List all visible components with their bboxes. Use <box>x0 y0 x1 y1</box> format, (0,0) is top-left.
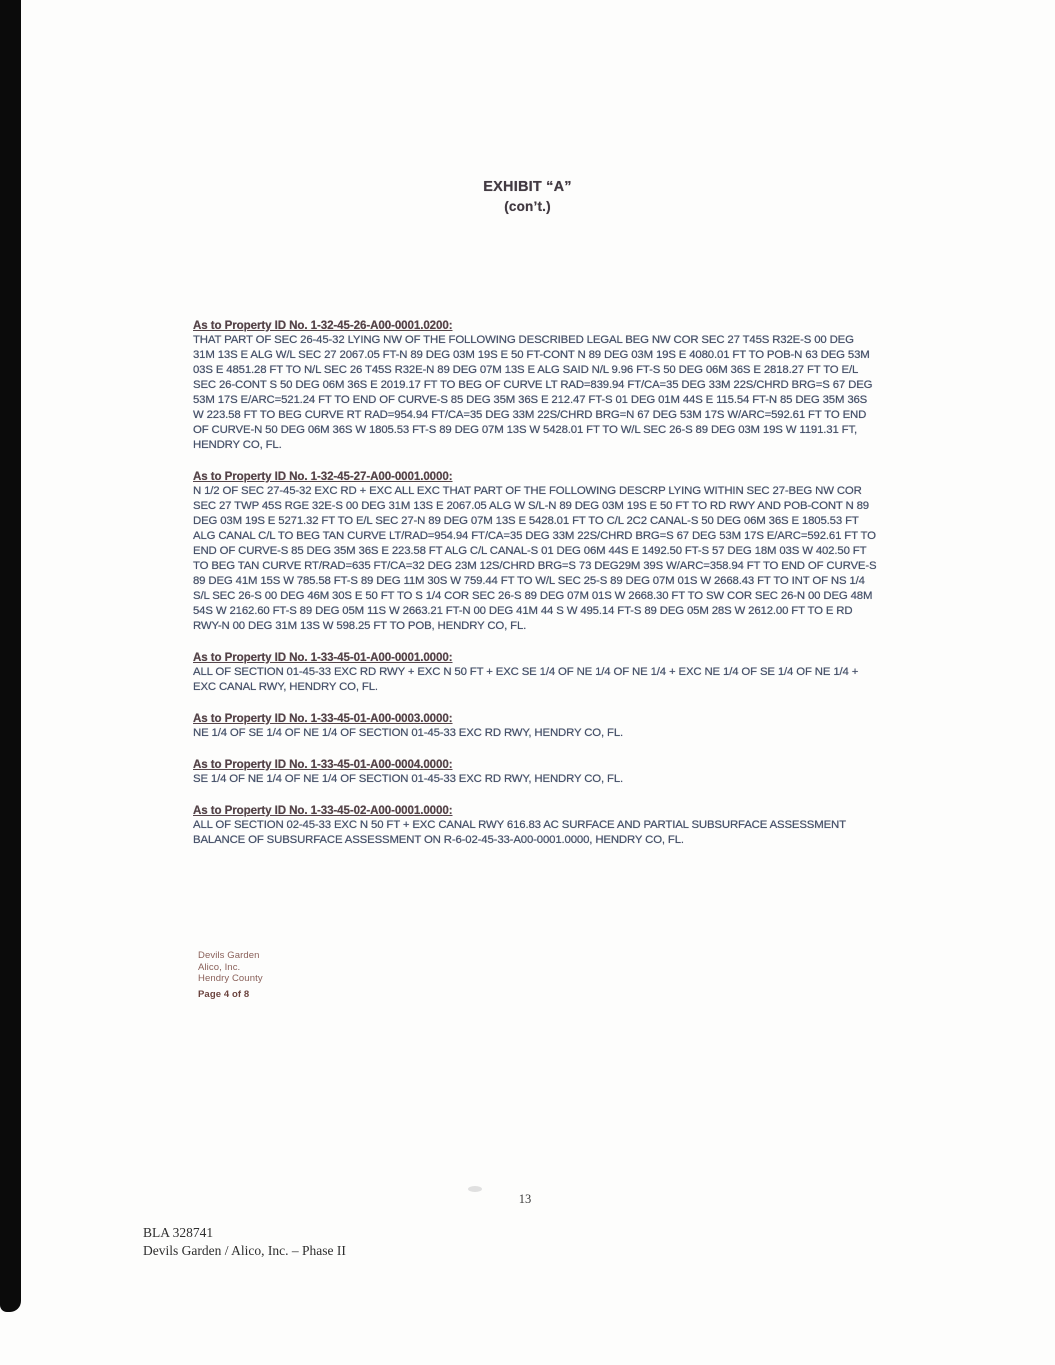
scan-smudge-artifact <box>468 1186 482 1192</box>
property-section <box>193 757 877 787</box>
identification-stamp <box>198 950 263 1000</box>
property-section <box>193 469 877 634</box>
stamp-line: Hendry County <box>198 973 263 984</box>
exhibit-title-line2: (con’t.) <box>504 199 551 214</box>
legal-descriptions <box>193 318 877 864</box>
property-section <box>193 318 877 453</box>
footer-bla-number: BLA 328741 <box>143 1225 214 1240</box>
legal-description: ALL OF SECTION 01-45-33 EXC RD RWY + EXC N 50 FT + EXC SE 1/4 OF NE 1/4 OF NE 1/4 + EXC NE 1/4 OF SE 1/4 OF NE 1/4 + EXC CANAL RWY, HENDRY CO, FL. <box>193 666 859 693</box>
legal-description: SE 1/4 OF NE 1/4 OF NE 1/4 OF SECTION 01-45-33 EXC RD RWY, HENDRY CO, FL. <box>193 773 624 785</box>
footer-project-name: Devils Garden / Alico, Inc. – Phase II <box>143 1242 346 1258</box>
page-number: 13 <box>518 1192 532 1206</box>
property-id-header: As to Property ID No. 1-33-45-01-A00-0004.0000: <box>193 758 453 771</box>
document-footer <box>143 1224 346 1259</box>
legal-description: N 1/2 OF SEC 27-45-32 EXC RD + EXC ALL EXC THAT PART OF THE FOLLOWING DESCRP LYING WITHIN SEC 27-BEG NW COR SEC 27 TWP 45S RGE 32E-S 00 DEG 31M 13S E 2067.05 ALG W S/L-N 89 DEG 03M 19S E 50 FT TO RD RWY AND POB-CONT N 89 DEG 03M 19S E 5271.32 FT TO E/L SEC 27-N 89 DEG 07M 13S E 5428.01 FT TO C/L 2C2 CANAL-S 50 DEG 06M 36S E 1805.53 FT ALG CANAL C/L TO BEG TAN CURVE LT/RAD=954.94 FT/CA=35 DEG 33M 22S/CHRD BRG=S 67 DEG 53M 17S E/ARC=592.61 FT TO END OF CURVE-S 85 DEG 35M 36S E 223.58 FT ALG C/L CANAL-S 01 DEG 06M 44S E 1492.50 FT-S 57 DEG 18M 03S W 402.50 FT TO BEG TAN CURVE RT/RAD=635 FT/CA=32 DEG 23M 12S/CHRD BRG=S 73 DEG29M 39S W/ARC=358.94 FT TO END OF CURVE-S 89 DEG 41M 15S W 785.58 FT-S 89 DEG 11M 30S W 759.44 FT TO W/L SEC 25-S 89 DEG 07M 01S W 2668.43 FT TO INT OF NS 1/4 S/L SEC 26-S 00 DEG 46M 30S E 50 FT TO S 1/4 COR SEC 26-S 89 DEG 07M 01S W 2668.30 FT TO SW COR SEC 26-N 00 DEG 48M 54S W 2162.60 FT-S 89 DEG 05M 11S W 2663.21 FT-N 00 DEG 41M 44 S W 495.14 FT-S 89 DEG 05M 28S W 2612.00 FT TO E RD RWY-N 00 DEG 31M 13S W 598.25 FT TO POB, HENDRY CO, FL. <box>193 485 877 632</box>
stamp-line: Alico, Inc. <box>198 961 241 973</box>
property-id-header: As to Property ID No. 1-33-45-01-A00-0003.0000: <box>193 712 453 725</box>
property-section <box>193 650 877 695</box>
property-id-header: As to Property ID No. 1-33-45-01-A00-0001.0000: <box>193 651 453 664</box>
property-section <box>193 803 877 848</box>
property-id-header: As to Property ID No. 1-32-45-27-A00-0001.0000: <box>193 470 453 483</box>
legal-description: THAT PART OF SEC 26-45-32 LYING NW OF THE FOLLOWING DESCRIBED LEGAL BEG NW COR SEC 27 T45S R32E-S 00 DEG 31M 13S E ALG W/L SEC 27 2067.05 FT-N 89 DEG 03M 19S E 50 FT-CONT N 89 DEG 03M 19S E 4080.01 FT TO POB-N 63 DEG 53M 03S E 4851.28 FT TO N/L SEC 26 T45S R32E-N 89 DEG 07M 13S E ALG SAID N/L 9.96 FT-S 50 DEG 06M 36S E 2818.27 FT TO E/L SEC 26-CONT S 50 DEG 06M 36S E 2019.17 FT TO BEG OF CURVE LT RAD=839.94 FT/CA=35 DEG 33M 22S/CHRD BRG=S 67 DEG 53M 17S E/ARC=521.24 FT TO END OF CURVE-S 85 DEG 35M 36S E 212.47 FT-S 01 DEG 01M 44S E 115.54 FT-N 85 DEG 35M 36S W 223.58 FT TO BEG CURVE RT RAD=954.94 FT/CA=35 DEG 33M 22S/CHRD BRG=N 67 DEG 53M 17S W/ARC=592.61 FT TO END OF CURVE-N 50 DEG 06M 36S W 1805.53 FT-S 89 DEG 07M 13S W 5428.01 FT TO W/L SEC 26-S 89 DEG 03M 19S W 1191.31 FT, HENDRY CO, FL. <box>193 334 873 451</box>
property-section <box>193 711 877 741</box>
property-id-header: As to Property ID No. 1-32-45-26-A00-0001.0200: <box>193 319 453 332</box>
stamp-line: Devils Garden <box>198 950 260 961</box>
property-id-header: As to Property ID No. 1-33-45-02-A00-0001.0000: <box>193 804 453 817</box>
stamp-page-indicator: Page 4 of 8 <box>198 988 250 1000</box>
legal-description: NE 1/4 OF SE 1/4 OF NE 1/4 OF SECTION 01-45-33 EXC RD RWY, HENDRY CO, FL. <box>193 727 624 739</box>
exhibit-title-line1: EXHIBIT “A” <box>483 179 572 195</box>
legal-description: ALL OF SECTION 02-45-33 EXC N 50 FT + EXC CANAL RWY 616.83 AC SURFACE AND PARTIAL SUBSURFACE ASSESSMENT BALANCE OF SUBSURFACE ASSESSMENT ON R-6-02-45-33-A00-0001.0000, HENDRY CO, FL. <box>193 819 846 846</box>
exhibit-title <box>0 178 1055 216</box>
